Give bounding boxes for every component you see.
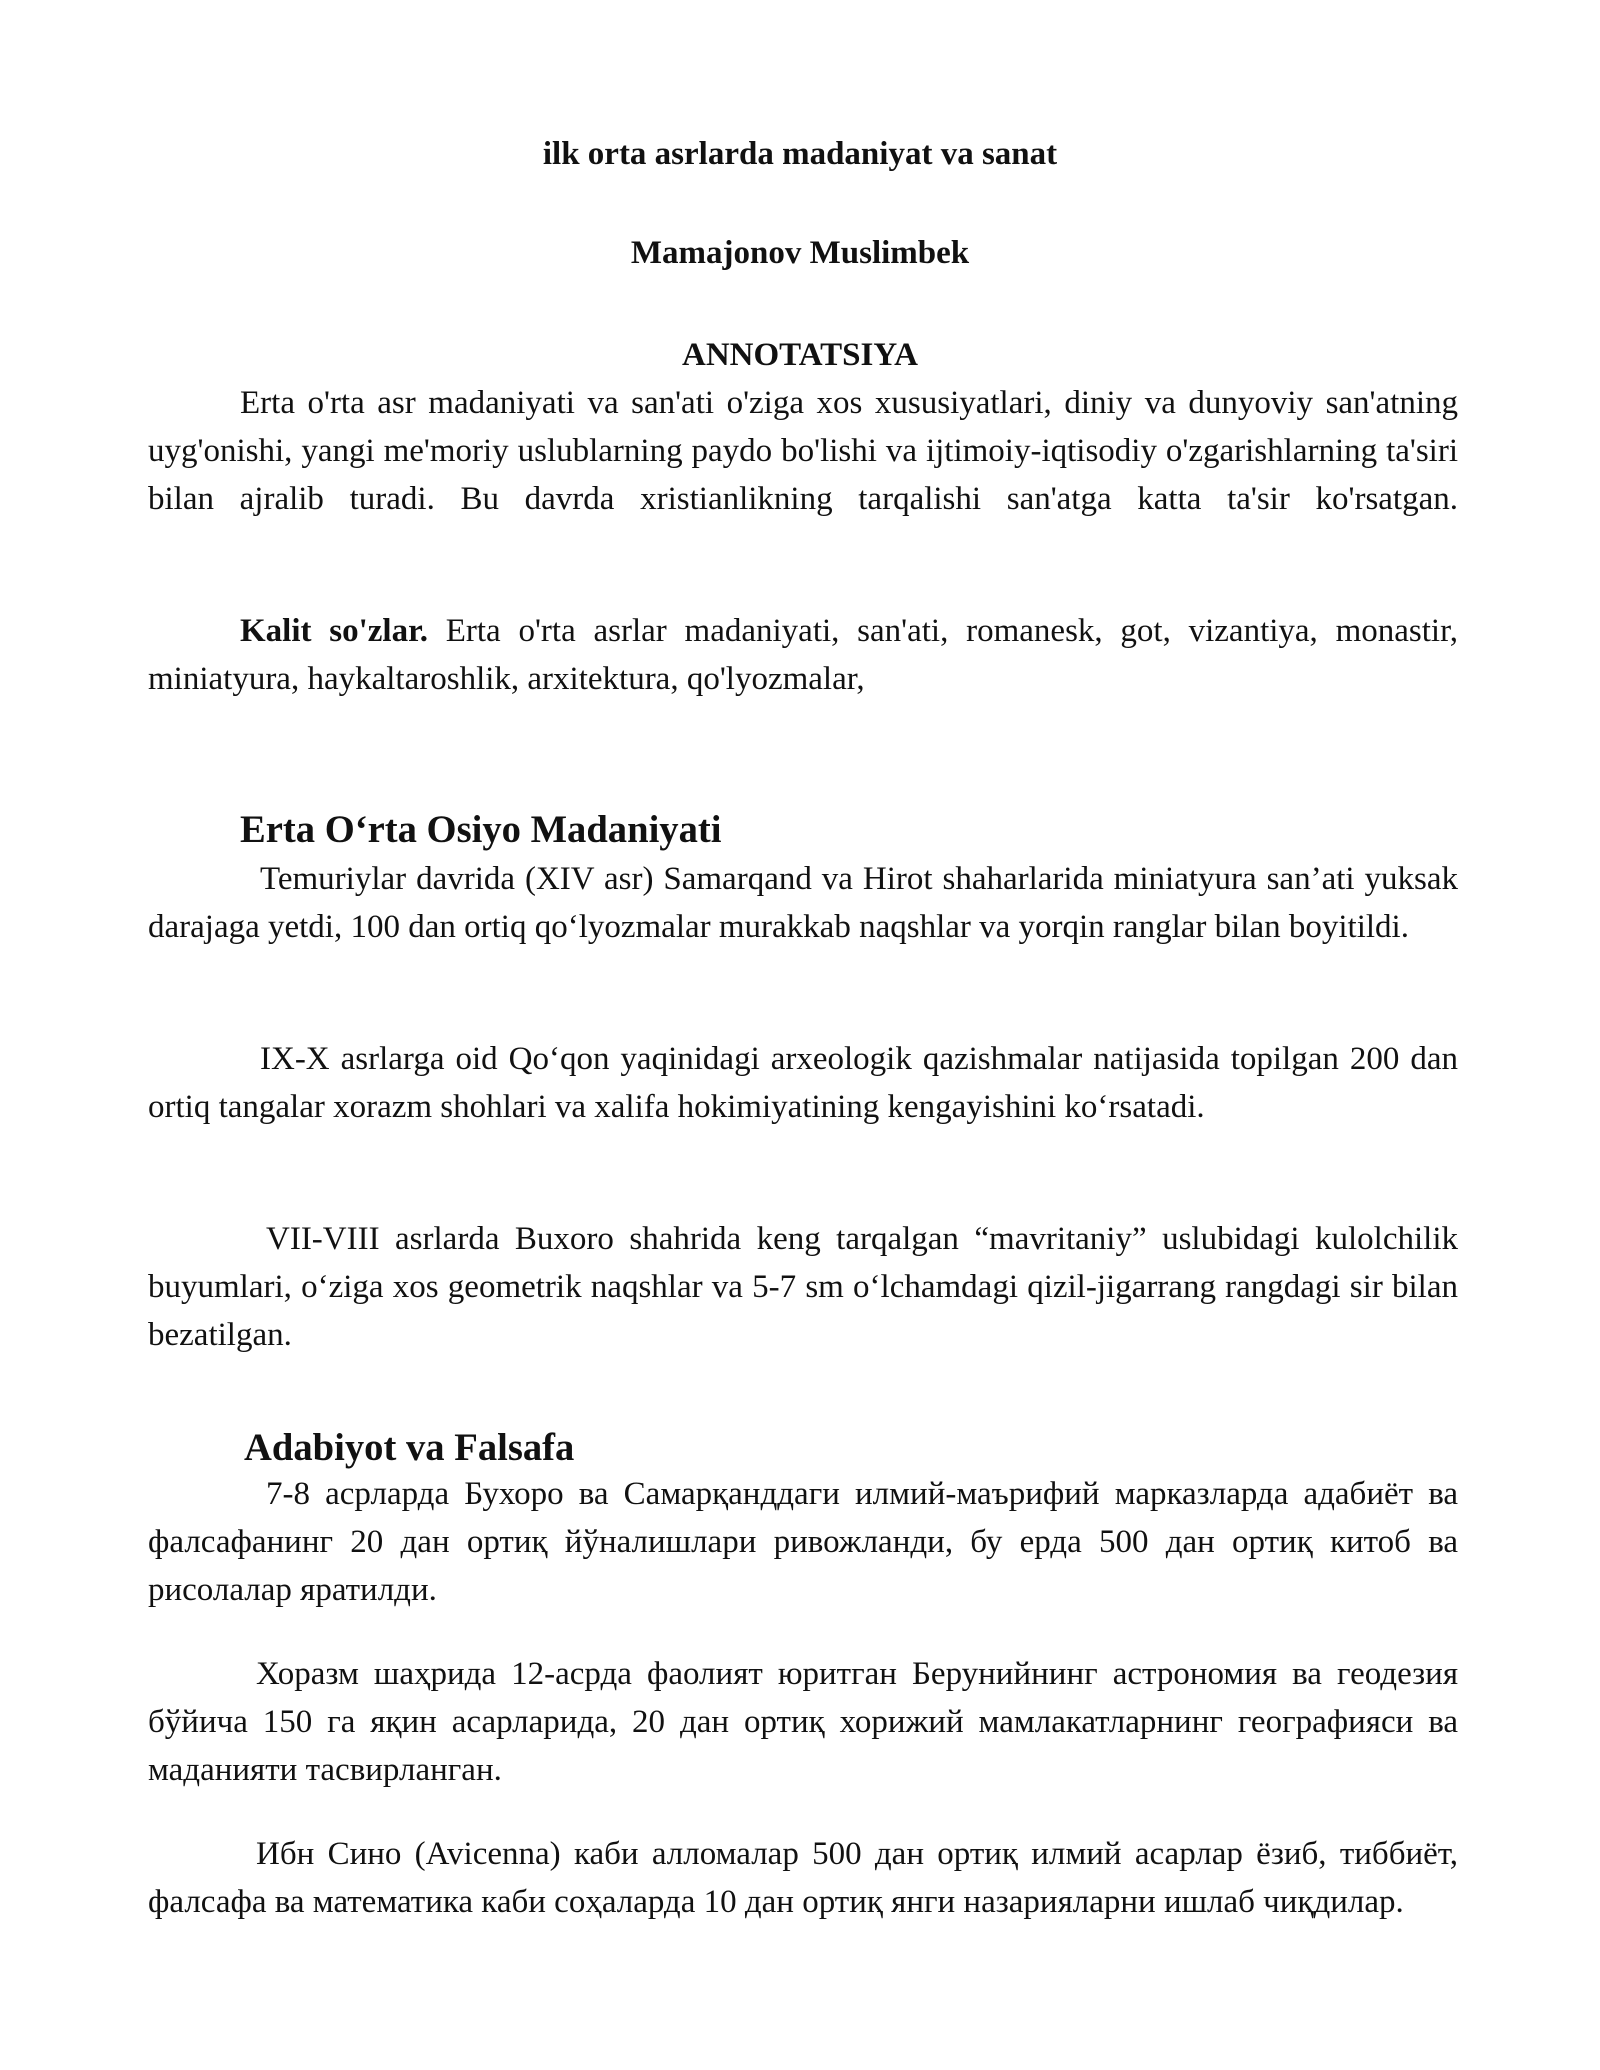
section-heading-central-asia: Erta O‘rta Osiyo Madaniyati	[240, 809, 722, 851]
section1-paragraph-2: IX-X asrlarga oid Qo‘qon yaqinidagi arxeologik qazishmalar natijasida topilgan 200 dan ortiq tangalar xorazm shohlari va xalifa hokimiyatining kengayishini ko‘rsatadi.	[148, 1041, 1458, 1125]
section-heading-literature-philosophy: Adabiyot va Falsafa	[244, 1427, 575, 1469]
section1-paragraph-3: VII-VIII asrlarda Buxoro shahrida keng tarqalgan “mavritaniy” uslubidagi kulolchilik buyumlari, o‘ziga xos geometrik naqshlar va 5-7 sm o‘lchamdagi qizil-jigarrang rangdagi sir bilan bezatilgan.	[148, 1221, 1458, 1353]
section2-paragraph-3: Ибн Сино (Avicenna) каби алломалар 500 дан ортиқ илмий асарлар ёзиб, тиббиёт, фалсафа ва математика каби соҳаларда 10 дан ортиқ янги назарияларни ишлаб чиқдилар.	[148, 1836, 1458, 1920]
document-title: ilk orta asrlarda madaniyat va sanat	[542, 136, 1058, 172]
section2-paragraph-1: 7-8 асрларда Бухоро ва Самарқанддаги илмий-маърифий марказларда адабиёт ва фалсафанинг 20 дан ортиқ йўналишлари ривожланди, бу ерда 500 дан ортиқ китоб ва рисолалар яратилди.	[148, 1476, 1458, 1608]
keywords-label: Kalit so'zlar.	[240, 613, 428, 649]
author-name: Mamajonov Muslimbek	[630, 235, 970, 271]
section1-paragraph-1: Temuriylar davrida (XIV asr) Samarqand va Hirot shaharlarida miniatyura san’ati yuksak darajaga yetdi, 100 dan ortiq qo‘lyozmalar murakkab naqshlar va yorqin ranglar bilan boyitildi.	[148, 861, 1458, 945]
keywords-paragraph	[148, 607, 1458, 703]
annotation-heading: ANNOTATSIYA	[682, 337, 918, 373]
keywords-text: Erta o'rta asrlar madaniyati, san'ati, romanesk, got, vizantiya, monastir, miniatyura, haykaltaroshlik, arxitektura, qo'lyozmalar,	[148, 613, 1458, 697]
section2-paragraph-2: Хоразм шаҳрида 12-асрда фаолият юритган Берунийнинг астрономия ва геодезия бўйича 150 га яқин асарларида, 20 дан ортиқ хорижий мамлакатларнинг географияси ва маданияти тасвирланган.	[148, 1656, 1458, 1788]
annotation-paragraph: Erta o'rta asr madaniyati va san'ati o'ziga xos xususiyatlari, diniy va dunyoviy san'atning uyg'onishi, yangi me'moriy uslublarning paydo bo'lishi va ijtimoiy-iqtisodiy o'zgarishlarning ta'siri bilan ajralib turadi. Bu davrda xristianlikning tarqalishi san'atga katta ta'sir ko'rsatgan.	[148, 385, 1458, 517]
